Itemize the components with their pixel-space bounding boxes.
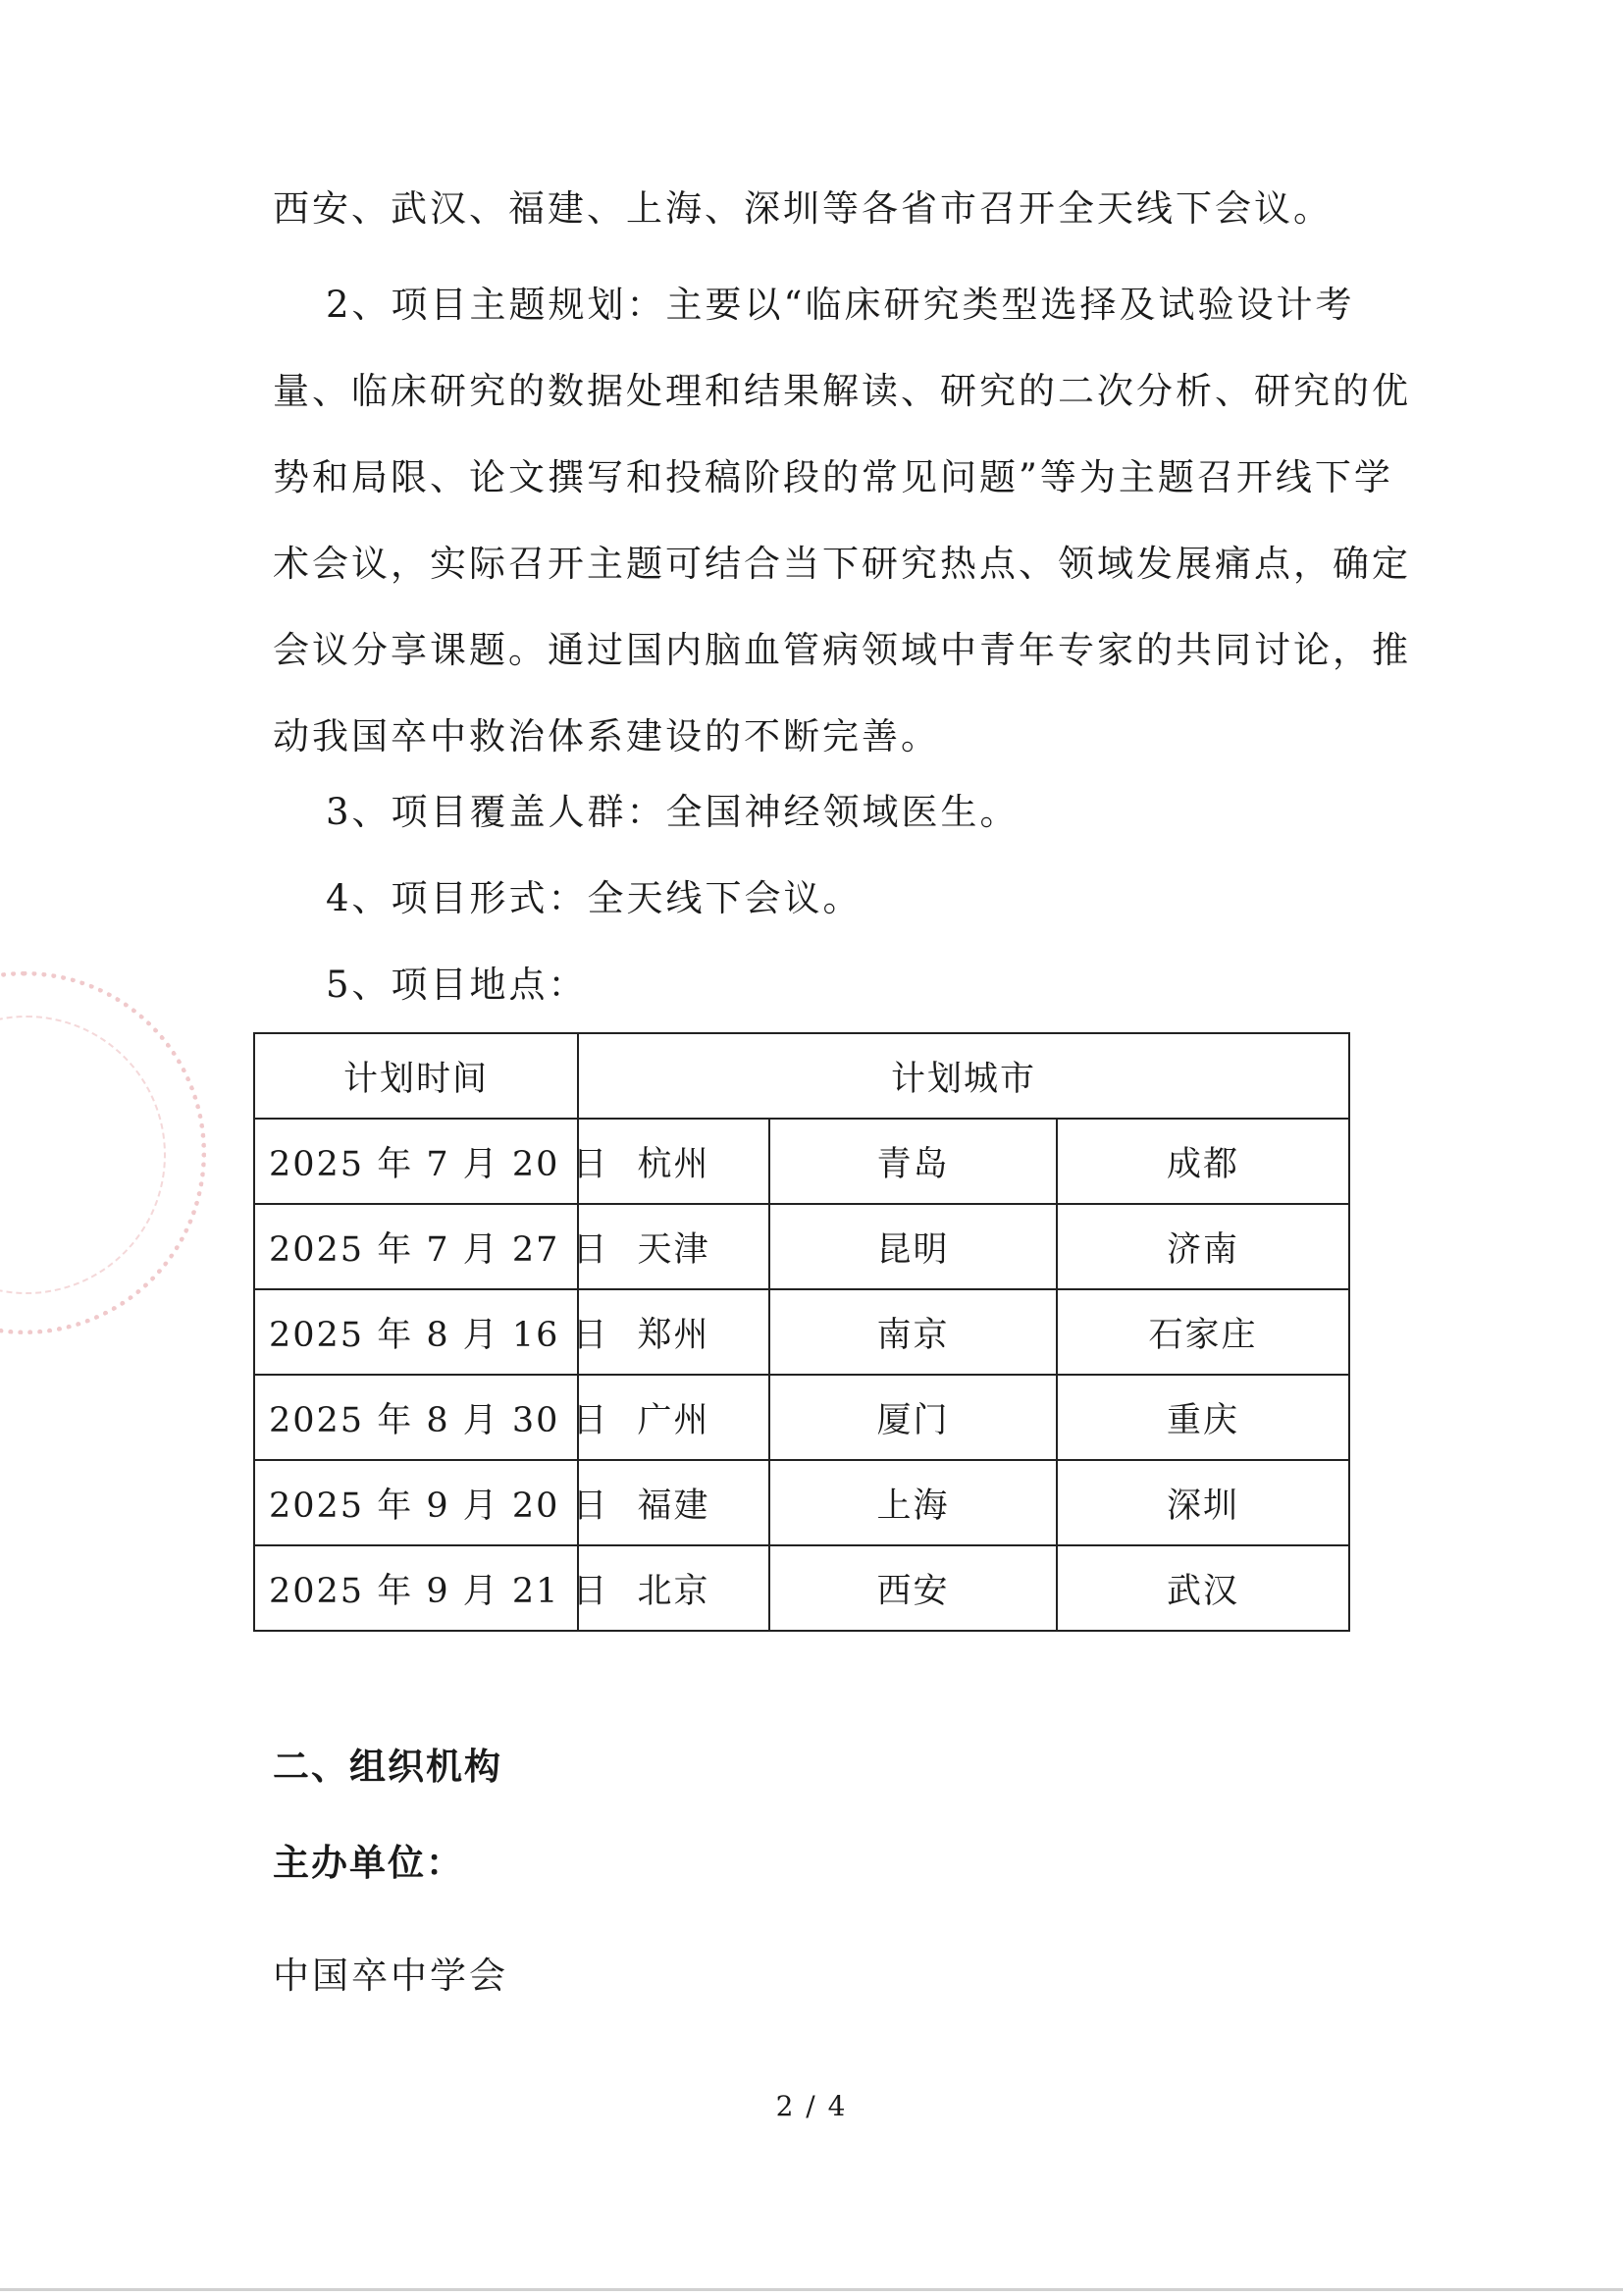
city-cell: 上海 bbox=[769, 1460, 1057, 1545]
table-row bbox=[254, 1375, 1349, 1460]
date-cell: 2025 年 9 月 21 日 bbox=[254, 1545, 578, 1631]
city-cell: 石家庄 bbox=[1057, 1289, 1349, 1375]
section-heading-organization: 二、组织机构 bbox=[273, 1746, 502, 1788]
organizer-label: 主办单位： bbox=[273, 1842, 464, 1884]
paragraph-audience: 3、项目覆盖人群：全国神经领域医生。 bbox=[326, 791, 1020, 833]
paragraph-location: 5、项目地点： bbox=[326, 964, 588, 1006]
date-cell: 2025 年 8 月 16 日 bbox=[254, 1289, 578, 1375]
city-cell: 昆明 bbox=[769, 1204, 1057, 1289]
table-header-row bbox=[254, 1033, 1349, 1119]
city-cell: 杭州 bbox=[578, 1119, 769, 1204]
city-cell: 武汉 bbox=[1057, 1545, 1349, 1631]
city-cell: 南京 bbox=[769, 1289, 1057, 1375]
table-row bbox=[254, 1289, 1349, 1375]
schedule-table bbox=[253, 1032, 1350, 1632]
city-cell: 厦门 bbox=[769, 1375, 1057, 1460]
date-cell: 2025 年 9 月 20 日 bbox=[254, 1460, 578, 1545]
seal-inner-ring bbox=[0, 1016, 166, 1294]
page-number: 2 / 4 bbox=[775, 2090, 848, 2122]
city-cell: 广州 bbox=[578, 1375, 769, 1460]
table-row bbox=[254, 1545, 1349, 1631]
paragraph-format: 4、项目形式：全天线下会议。 bbox=[326, 877, 863, 919]
city-cell: 福建 bbox=[578, 1460, 769, 1545]
organizer-name: 中国卒中学会 bbox=[273, 1955, 508, 1997]
header-planned-time: 计划时间 bbox=[254, 1033, 578, 1119]
city-cell: 西安 bbox=[769, 1545, 1057, 1631]
header-planned-city: 计划城市 bbox=[578, 1033, 1349, 1119]
city-cell: 济南 bbox=[1057, 1204, 1349, 1289]
city-cell: 北京 bbox=[578, 1545, 769, 1631]
city-cell: 郑州 bbox=[578, 1289, 769, 1375]
city-cell: 成都 bbox=[1057, 1119, 1349, 1204]
table-row bbox=[254, 1204, 1349, 1289]
date-cell: 2025 年 8 月 30 日 bbox=[254, 1375, 578, 1460]
city-cell: 重庆 bbox=[1057, 1375, 1349, 1460]
city-cell: 深圳 bbox=[1057, 1460, 1349, 1545]
scan-edge-line bbox=[0, 2288, 1623, 2291]
date-cell: 2025 年 7 月 20 日 bbox=[254, 1119, 578, 1204]
table-row bbox=[254, 1460, 1349, 1545]
red-seal-stamp bbox=[0, 971, 206, 1334]
paragraph-theme-planning: 2、项目主题规划：主要以“临床研究类型选择及试验设计考量、临床研究的数据处理和结果解读、研究的二次分析、研究的优势和局限、论文撰写和投稿阶段的常见问题”等为主题召开线下学术会议，实际召开主题可结合当下研究热点、领域发展痛点，确定会议分享课题。通过国内脑血管病领域中青年专家的共同讨论，推动我国卒中救治体系建设的不断完善。 bbox=[273, 284, 1411, 757]
city-cell: 天津 bbox=[578, 1204, 769, 1289]
date-cell: 2025 年 7 月 27 日 bbox=[254, 1204, 578, 1289]
paragraph-continuation: 西安、武汉、福建、上海、深圳等各省市召开全天线下会议。 bbox=[273, 187, 1333, 230]
city-cell: 青岛 bbox=[769, 1119, 1057, 1204]
table-row bbox=[254, 1119, 1349, 1204]
